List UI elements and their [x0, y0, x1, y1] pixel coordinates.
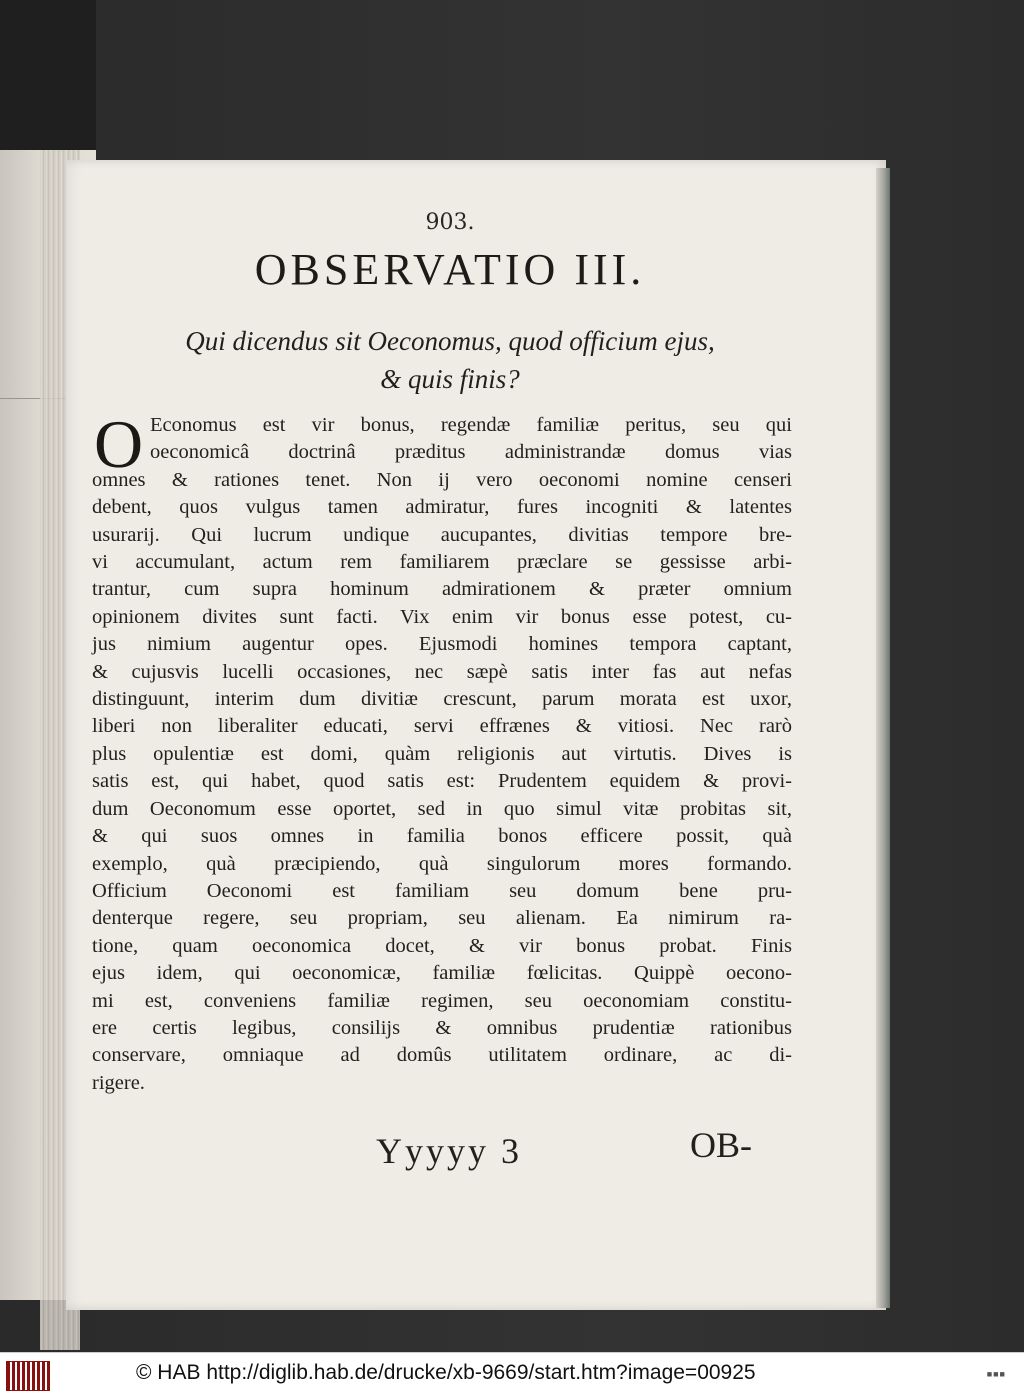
body-line: usurarij. Qui lucrum undique aucupantes, divitias tempore bre- — [92, 523, 792, 546]
body-line: mi est, conveniens familiæ regimen, seu oeconomiam constitu- — [92, 989, 792, 1012]
body-line: Economus est vir bonus, regendæ familiæ peritus, seu qui — [150, 414, 792, 436]
drop-cap: O — [94, 406, 144, 482]
body-line: exemplo, quà præcipiendo, quà singulorum mores formando. — [92, 852, 792, 875]
subtitle-line: Qui dicendus sit Oeconomus, quod officium ejus, — [185, 326, 715, 356]
body-line: denterque regere, seu propriam, seu alienam. Ea nimirum ra- — [92, 907, 792, 930]
body-line: oeconomicâ doctrinâ præditus administrandæ domus vias — [150, 441, 792, 464]
signature-mark: Yyyyy 3 — [376, 1131, 522, 1171]
credit-link[interactable]: © HAB http://diglib.hab.de/drucke/xb-9669/start.htm?image=00925 — [136, 1361, 756, 1384]
page-subtitle — [120, 322, 780, 398]
page-title: OBSERVATIO III. — [254, 245, 646, 294]
body-line: Officium Oeconomi est familiam seu domum bene pru- — [92, 879, 792, 902]
body-line: ejus idem, qui oeconomicæ, familiæ fœlicitas. Quippè oecono- — [92, 962, 792, 985]
body-line: liberi non liberaliter educati, servi effrænes & vitiosi. Nec rarò — [92, 715, 792, 738]
body-line: opinionem divites sunt facti. Vix enim vir bonus esse potest, cu- — [92, 605, 792, 628]
body-text — [92, 406, 792, 1097]
body-line: jus nimium augentur opes. Ejusmodi homines tempora captant, — [92, 633, 792, 656]
body-line: distinguunt, interim dum divitiæ crescunt, parum morata est uxor, — [92, 688, 792, 711]
body-line: & cujusvis lucelli occasiones, nec sæpè satis inter fas aut nefas — [92, 660, 792, 683]
body-line: rigere. — [92, 1071, 145, 1094]
body-line: & qui suos omnes in familia bonos efficere possit, quà — [92, 825, 792, 848]
body-line: tione, quam oeconomica docet, & vir bonus probat. Finis — [92, 934, 792, 957]
footer-bar — [0, 1352, 1024, 1395]
body-line: debent, quos vulgus tamen admiratur, fures incogniti & latentes — [92, 496, 792, 519]
footer-dots: ■■■ — [986, 1369, 1006, 1379]
body-line: vi accumulant, actum rem familiarem præclare se gessisse arbi- — [92, 551, 792, 574]
body-line: ere certis legibus, consilijs & omnibus prudentiæ rationibus — [92, 1016, 792, 1039]
page-right-edge — [876, 168, 890, 1308]
body-line: dum Oeconomum esse oportet, sed in quo simul vitæ probitas sit, — [92, 797, 792, 820]
body-line: conservare, omniaque ad domûs utilitatem ordinare, ac di- — [92, 1044, 792, 1067]
hab-logo-icon — [6, 1361, 50, 1391]
subtitle-line: & quis finis? — [380, 364, 520, 394]
body-line: trantur, cum supra hominum admirationem & præter omnium — [92, 578, 792, 601]
catchword: OB- — [690, 1125, 752, 1165]
body-line: plus opulentiæ est domi, quàm religionis aut virtutis. Dives is — [92, 742, 792, 765]
body-line: satis est, qui habet, quod satis est: Prudentem equidem & provi- — [92, 770, 792, 793]
page-number: 903. — [425, 210, 475, 235]
scan-border — [0, 0, 96, 160]
body-line: omnes & rationes tenet. Non ij vero oeconomi nomine censeri — [92, 468, 792, 491]
